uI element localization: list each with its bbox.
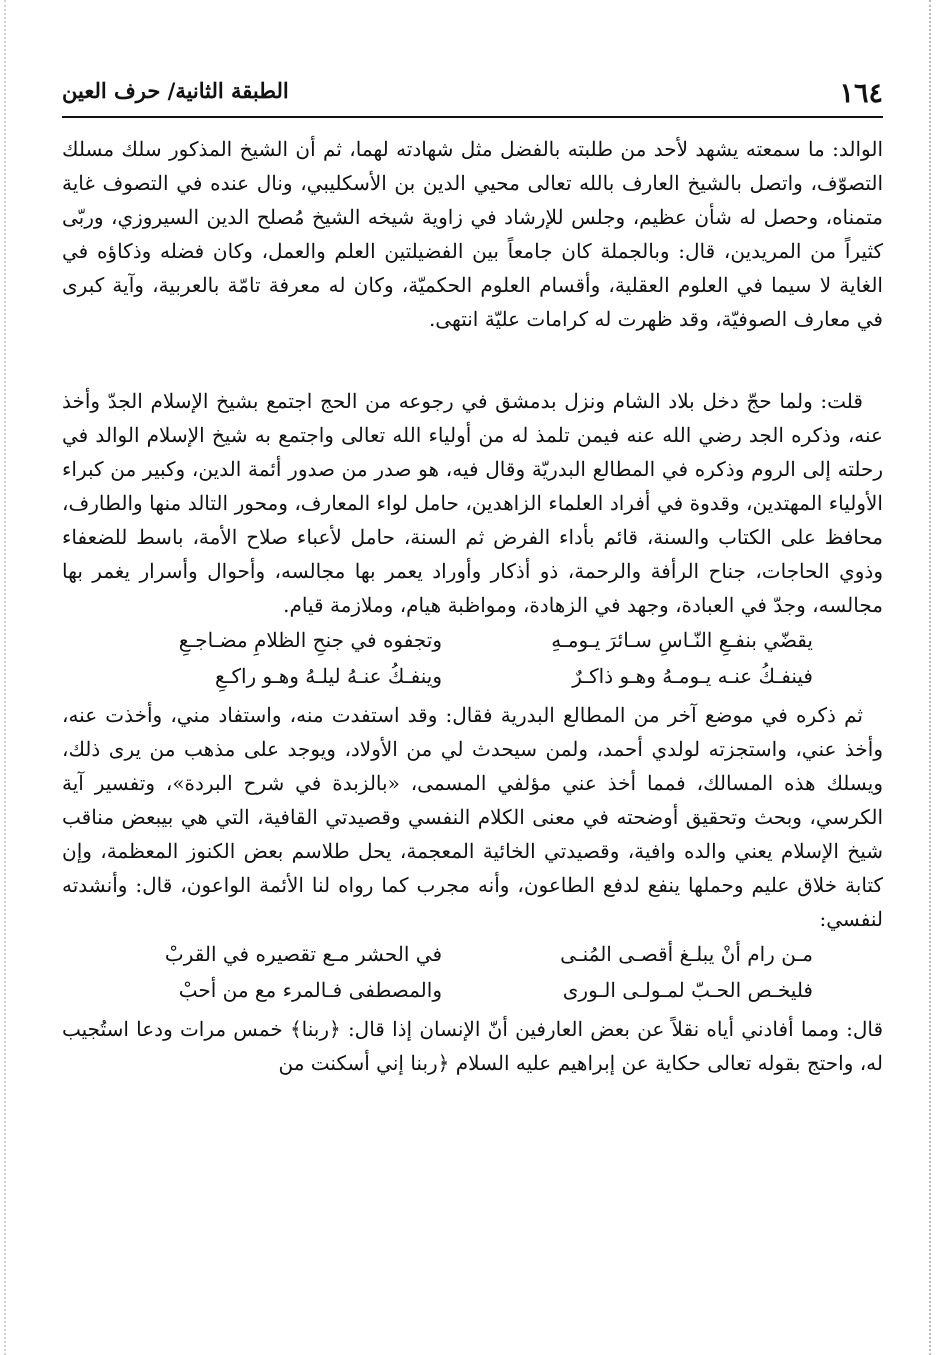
verse-line: [62, 972, 883, 1008]
paragraph-4: قال: ومما أفادني أياه نقلاً عن بعض العارفين أنّ الإنسان إذا قال: ﴿ربنا﴾ خمس مرات ودعا استُجيب له، واحتج بقوله تعالى حكاية عن إبراهيم عليه السلام ﴿ربنا إني أسكنت من: [62, 1017, 883, 1075]
main-text: [62, 132, 883, 1080]
verse-line: [62, 658, 883, 694]
verse-line: [62, 936, 883, 972]
verse-hemistich-left: في الحشر مـع تقصيره في القربْ: [164, 942, 442, 966]
paragraph-3: ثم ذكره في موضع آخر من المطالع البدرية فقال: وقد استفدت منه، واستفاد مني، وأخذت عنه، وأخذ عني، واستجزته لولدي أحمد، ولمن سيحدث لي من الأولاد، ويوجد على مذهب من يرى ذلك، ويسلك هذه المسالك، فمما أخذ عني مؤلفي المسمى، «بالزبدة في شرح البردة»، وتفسير آية الكرسي، وبحث وتحقيق أوضحته في معنى الكلام النفسي وقصيدتي القافية، التي هي بيبعض مناقب شيخ الإسلام يعني والده وافية، وقصيدتي الخائية المعجمة، يحل طلاسم بعض الكنوز المعظمة، وإن كتابة خلاق عليم وحملها ينفع لدفع الطاعون، وأنه مجرب كما رواه لنا الأئمة الواعون، قال: وأنشدته لنفسي:: [62, 703, 883, 931]
paragraph-1: الوالد: ما سمعته يشهد لأحد من طلبته بالفضل مثل شهادته لهما، ثم أن الشيخ المذكور سلك مسلك التصوّف، واتصل بالشيخ العارف بالله تعالى محيي الدين بن الأسكليبي، ونال عنده في التصوف غاية متمناه، وحصل له شأن عظيم، وجلس للإرشاد في زاوية شيخه الشيخ مُصلح الدين السيروزي، وربّى كثيراً من المريدين، قال: وبالجملة كان جامعاً بين الفضيلتين العلم والعمل، وكان فضله وذكاؤه في الغاية لا سيما في العلوم العقلية، وأقسام العلوم الحكميّة، وكان له معرفة تامّة بالعربية، وآية كبرى في معارف الصوفيّة، وقد ظهرت له كرامات عليّة انتهى.: [62, 137, 883, 331]
verse-hemistich-right: مـن رام أنْ يبلـغ أقصـى المُنـى: [560, 942, 813, 966]
running-title: الطبقة الثانية/ حرف العين: [62, 78, 289, 103]
verse-hemistich-right: فينفـكُ عنـه يـومـهُ وهـو ذاكـرٌ: [572, 664, 813, 688]
verse-hemistich-right: فليخـص الحـبّ لمـولـى الـورى: [562, 978, 813, 1002]
verse-hemistich-left: وتجفوه في جنحِ الظلامِ مضـاجـعِ: [178, 628, 442, 652]
poem-2: [62, 936, 883, 1008]
page-number: ١٦٤: [839, 78, 883, 109]
verse-hemistich-right: يقضّي بنفـعِ النّـاسِ سـائرَ يـومـهِ: [551, 628, 813, 652]
page-edge-right: [929, 0, 931, 1355]
page-header: [62, 76, 883, 116]
verse-line: [62, 622, 883, 658]
paragraph-2: قلت: ولما حجّ دخل بلاد الشام ونزل بدمشق في رجوعه من الحج اجتمع بشيخ الإسلام الجدّ وأخذ عنه، وذكره الجد رضي الله عنه فيمن تلمذ له من أولياء الله تعالى واجتمع به شيخ الإسلام الوالد في رحلته إلى الروم وذكره في المطالع البدريّة وقال فيه، هو صدر من صدور أئمة الدين، وكبير من كبراء الأولياء المهتدين، وقدوة في أفراد العلماء الزاهدين، حامل لواء المعارف، ومحور التالد منها والطارف، محافظ على الكتاب والسنة، قائم بأداء الفرض ثم السنة، حامل لأعباء صلاح الأمة، باسط للضعفاء وذوي الحاجات، جناح الرأفة والرحمة، ذو أذكار وأوراد يعمر بها مجالسه، وأحوال وأسرار يغمر بها مجالسه، وجدّ في العبادة، وجهد في الزهادة، ومواظبة هيام، وملازمة قيام.: [62, 389, 883, 617]
poem-1: [62, 622, 883, 694]
verse-hemistich-left: والمصطفى فـالمرء مع من أحبْ: [178, 978, 442, 1002]
page-edge-left: [4, 0, 6, 1355]
header-rule: [62, 116, 883, 118]
verse-hemistich-left: وينفـكُ عنـهُ ليلـهُ وهـو راكـعِ: [214, 664, 442, 688]
